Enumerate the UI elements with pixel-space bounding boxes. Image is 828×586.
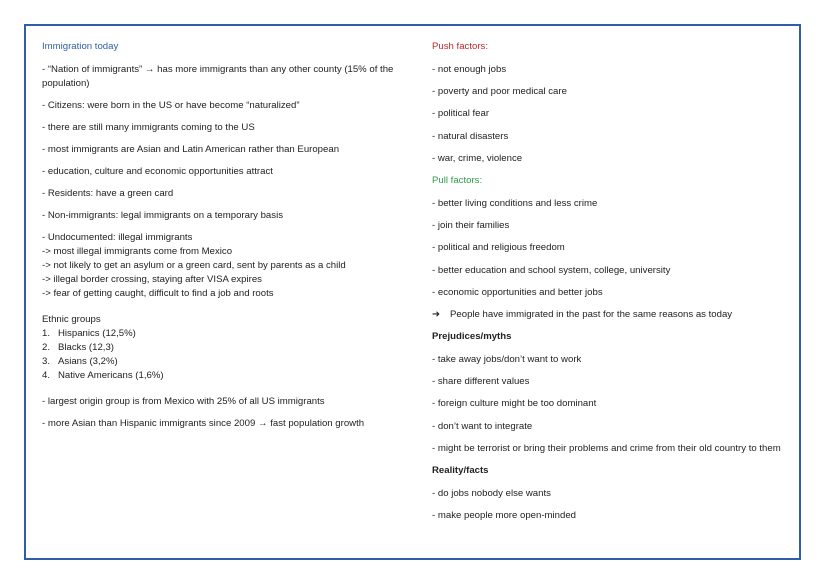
right-column (432, 40, 787, 531)
ethnic-groups-list (42, 327, 404, 383)
note-non-immigrants: - Non-immigrants: legal immigrants on a temporary basis (42, 210, 283, 221)
push-item: - war, crime, violence (432, 152, 523, 164)
immigration-today-heading: Immigration today (42, 41, 119, 52)
prejudices-heading: Prejudices/myths (432, 331, 512, 343)
list-item: 4. Native Americans (1,6%) (42, 370, 164, 381)
note-nation-of-immigrants: - “Nation of immigrants” → has more immigrants than any other county (15% of the population) (42, 64, 394, 89)
undoc-line: -> fear of getting caught, difficult to find a job and roots (42, 288, 274, 299)
right-arrow-icon: ➔ (432, 308, 441, 320)
undoc-line: - Undocumented: illegal immigrants (42, 232, 193, 243)
undoc-line: -> illegal border crossing, staying after VISA expires (42, 274, 262, 285)
conclusion-line (432, 308, 787, 322)
note-origins: - most immigrants are Asian and Latin American rather than European (42, 144, 340, 155)
prejudice-item: - don’t want to integrate (432, 420, 533, 432)
reality-item: - make people more open-minded (432, 510, 576, 522)
push-factors-heading: Push factors: (432, 41, 488, 52)
note-citizens: - Citizens: were born in the US or have become “naturalized” (42, 100, 300, 111)
pull-factors-heading: Pull factors: (432, 174, 483, 186)
push-item: - political fear (432, 108, 490, 120)
pull-item: - join their families (432, 220, 510, 232)
push-item: - natural disasters (432, 130, 509, 142)
left-column (42, 40, 404, 439)
note-residents: - Residents: have a green card (42, 188, 174, 199)
pull-item: - economic opportunities and better jobs (432, 286, 603, 298)
note-attract: - education, culture and economic opportunities attract (42, 166, 273, 177)
reality-heading: Reality/facts (432, 465, 489, 476)
undoc-line: -> not likely to get an asylum or a green card, sent by parents as a child (42, 260, 346, 271)
reality-item: - do jobs nobody else wants (432, 488, 551, 499)
list-item: 3. Asians (3,2%) (42, 356, 118, 367)
push-item: - poverty and poor medical care (432, 86, 567, 98)
undoc-line: -> most illegal immigrants come from Mexico (42, 246, 233, 257)
pull-item: - better education and school system, college, university (432, 264, 671, 276)
prejudice-item: - might be terrorist or bring their problems and crime from their old country to them (432, 442, 781, 454)
prejudice-item: - share different values (432, 376, 530, 388)
prejudice-item: - foreign culture might be too dominant (432, 398, 597, 410)
list-item: 1. Hispanics (12,5%) (42, 328, 136, 339)
conclusion-text: People have immigrated in the past for the same reasons as today (450, 308, 733, 320)
ethnic-groups-heading: Ethnic groups (42, 314, 101, 325)
pull-item: - political and religious freedom (432, 242, 565, 254)
push-item: - not enough jobs (432, 64, 507, 75)
list-item: 2. Blacks (12,3) (42, 342, 114, 353)
pull-item: - better living conditions and less crime (432, 197, 598, 209)
undocumented-block (42, 231, 404, 301)
note-mexico-origin: - largest origin group is from Mexico with 25% of all US immigrants (42, 396, 325, 407)
note-many-immigrants: - there are still many immigrants coming to the US (42, 122, 255, 133)
note-asian-since-2009: - more Asian than Hispanic immigrants since 2009 → fast population growth (42, 418, 365, 429)
prejudice-item: - take away jobs/don’t want to work (432, 354, 582, 366)
